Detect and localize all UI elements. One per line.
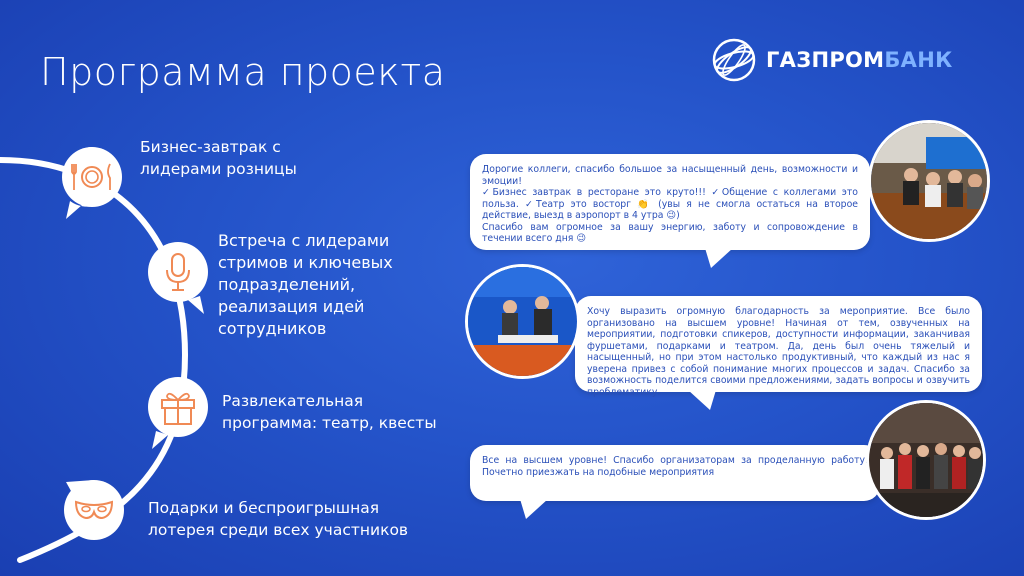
step-2-bubble: [146, 240, 210, 304]
page-title: Программа проекта: [40, 50, 446, 94]
review-text-2: Хочу выразить огромную благодарность за мероприятие. Все было организовано на высшем уровне! Начиная от тем, озвученных на мероприятии, подготовки спикеров, доступности информации, заканчивая фуршетами, подарками и театром. Да, день был очень тяжелый и насыщенный, но при этом настолько продуктивный, что каждый из нас я уверена привез с собой понимание многих процессов и задач. Спасибо за возможность поделится своими предложениями, задать вопросы и озвучить проблематику.: [587, 306, 970, 398]
microphone-icon: [163, 252, 193, 292]
review-card-2: [575, 296, 982, 398]
plate-cutlery-icon: [70, 162, 114, 192]
mask-icon: [74, 498, 114, 522]
review-1-tail: [705, 248, 735, 270]
step-1-bubble: [60, 145, 124, 209]
review-3-tail: [520, 499, 550, 521]
step-4-label: Подарки и беспроигрышная лотерея среди всех участников: [148, 499, 409, 539]
photo-1: [868, 120, 990, 242]
gift-icon: [159, 388, 197, 426]
review-card-1: [470, 154, 870, 250]
logo-text-accent: БАНК: [884, 48, 953, 72]
step-2-label: Встреча с лидерами стримов и ключевых подразделений, реализация идей сотрудников: [218, 231, 393, 338]
review-text-1: Дорогие коллеги, спасибо большое за насыщенный день, возможности и эмоции! ✓Бизнес завтрак в ресторане это круто!!! ✓Общение с коллегами это польза. ✓Театр это восторг 👏 (увы я не смогла остаться на второе действие, выезд в аэропорт в 4 утра 😉) Спасибо вам огромное за вашу энергию, заботу и сопровождение в течении всего дня 😉: [482, 164, 858, 244]
step-3-label: Развлекательная программа: театр, квесты: [222, 392, 437, 432]
step-4-bubble: [62, 478, 126, 542]
step-1-label: Бизнес-завтрак с лидерами розницы: [140, 138, 297, 178]
logo-text-main: ГАЗПРОМ: [766, 48, 885, 72]
review-2-tail: [688, 390, 718, 412]
review-card-3: [470, 445, 880, 501]
photo-2: [465, 264, 580, 379]
step-3-bubble: [146, 375, 210, 439]
photo-3: [866, 400, 986, 520]
review-text-3: Все на высшем уровне! Спасибо организаторам за проделанную работу. Почетно приезжать на подобные мероприятия: [482, 455, 868, 478]
